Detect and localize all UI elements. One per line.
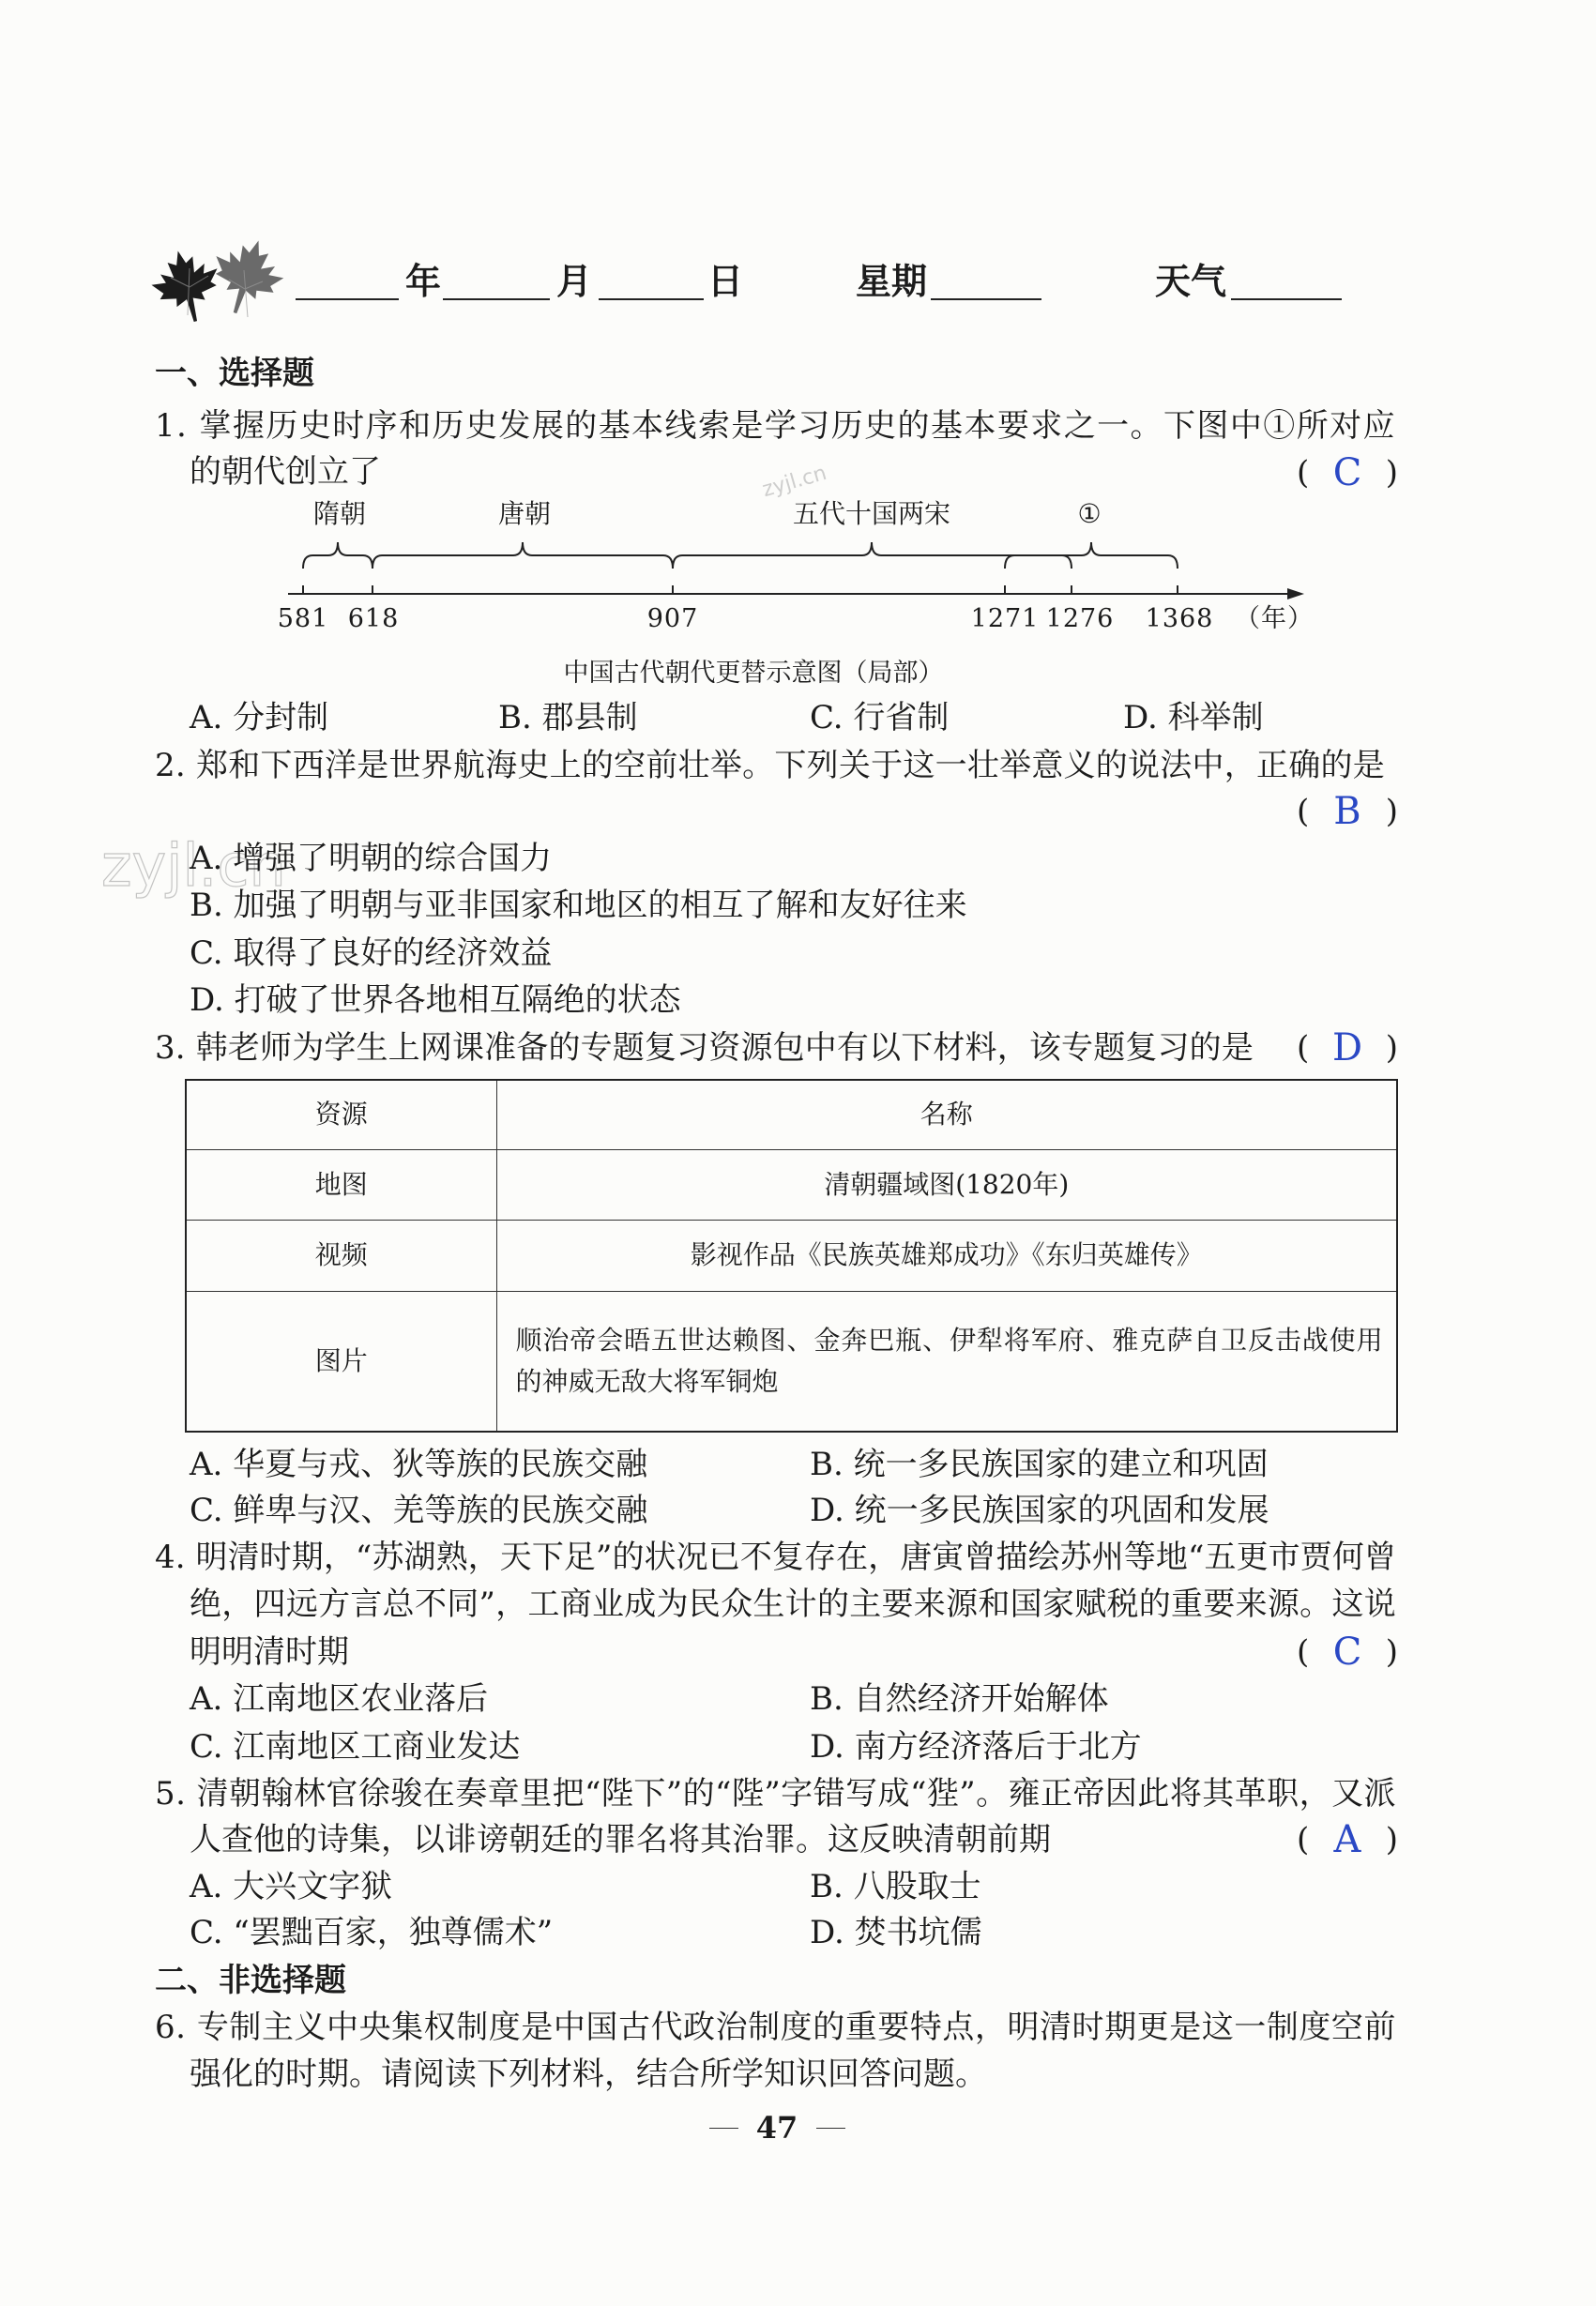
q4-option-b: B. 自然经济开始解体: [810, 1680, 1109, 1718]
answer-close-bracket: ): [1385, 1821, 1398, 1858]
watermark-large: zyjl.cn: [101, 831, 286, 900]
q6-line-1: 6. 专制主义中央集权制度是中国古代政治制度的重要特点，明清时期更是这一制度空前: [155, 2009, 1396, 2046]
q3-option-c: C. 鲜卑与汉、羌等族的民族交融: [190, 1492, 648, 1529]
table-header-resource: 资源: [186, 1080, 496, 1149]
day-label: 日: [707, 261, 744, 302]
table-header-name: 名称: [496, 1080, 1397, 1149]
table-header-row: [186, 1080, 1397, 1149]
day-blank: [599, 298, 704, 300]
month-blank: [443, 298, 550, 300]
table-row: [186, 1149, 1397, 1220]
table-cell-line-2: 的神威无敌大将军铜炮: [515, 1365, 779, 1397]
q5-option-d: D. 焚书坑儒: [810, 1914, 982, 1951]
q3-option-d: D. 统一多民族国家的巩固和发展: [810, 1492, 1269, 1529]
q4-line-3: 明明清时期: [190, 1633, 349, 1671]
table-cell-resource: 地图: [186, 1149, 496, 1220]
answer-open-bracket: (: [1297, 1029, 1310, 1067]
table-cell-line-1: 顺治帝会晤五世达赖图、金奔巴瓶、伊犁将军府、雅克萨自卫反击战使用: [515, 1324, 1384, 1356]
q2-line-1: 2. 郑和下西洋是世界航海史上的空前壮举。下列关于这一壮举意义的说法中，正确的是: [155, 747, 1385, 784]
year-label: 年: [405, 261, 442, 302]
table-cell-name: 清朝疆域图(1820年): [496, 1149, 1397, 1220]
q2-option-c: C. 取得了良好的经济效益: [190, 934, 553, 972]
resource-table: [185, 1079, 1398, 1433]
q4-line-2: 绝，四远方言总不同”，工商业成为民众生计的主要来源和国家赋税的重要来源。这说: [190, 1585, 1396, 1623]
answer-open-bracket: (: [1297, 793, 1310, 830]
timeline-period-sui: 隋朝: [312, 498, 366, 529]
timeline-period-five-dynasties-song: 五代十国两宋: [792, 498, 950, 529]
weekday-blank: [931, 298, 1041, 300]
year-blank: [296, 298, 399, 300]
q2-answer: [1297, 790, 1398, 833]
q5-line-1: 5. 清朝翰林官徐骏在奏章里把“陛下”的“陛”字错写成“狴”。雍正帝因此将其革职，又派: [155, 1775, 1396, 1813]
table-cell-resource: 图片: [186, 1291, 496, 1432]
q3-option-a: A. 华夏与戎、狄等族的民族交融: [190, 1446, 648, 1483]
year-1271: 1271: [970, 604, 1040, 633]
year-1276: 1276: [1045, 604, 1115, 633]
year-1368: 1368: [1145, 604, 1214, 633]
q4-answer: [1297, 1631, 1398, 1674]
year-581: 581: [277, 604, 329, 633]
axis-arrow: [1287, 588, 1304, 599]
q1-option-b: B. 郡县制: [498, 699, 638, 736]
q3-answer: [1297, 1026, 1398, 1070]
q1-answer: [1297, 451, 1398, 494]
q4-option-d: D. 南方经济落后于北方: [810, 1728, 1142, 1766]
q5-answer: [1297, 1818, 1398, 1861]
q2-option-d: D. 打破了世界各地相互隔绝的状态: [190, 981, 681, 1019]
table-cell-name: 影视作品《民族英雄郑成功》《东归英雄传》: [496, 1220, 1397, 1291]
weather-blank: [1231, 298, 1342, 300]
brace-circle-1: [1005, 542, 1178, 569]
year-907: 907: [646, 604, 699, 633]
answer-close-bracket: ): [1385, 454, 1398, 492]
page-number-dash-left: [709, 2128, 738, 2129]
q2-answer-letter: B: [1333, 790, 1361, 833]
brace-tang: [372, 542, 673, 569]
watermark-small: zyjl.cn: [759, 461, 829, 503]
q1-option-d: D. 科举制: [1123, 699, 1264, 736]
weather-label: 天气: [1155, 261, 1227, 302]
page-number-dash-right: [816, 2128, 845, 2129]
q4-answer-letter: C: [1332, 1631, 1362, 1674]
q5-option-a: A. 大兴文字狱: [190, 1868, 393, 1905]
timeline-caption: 中国古代朝代更替示意图（局部）: [563, 659, 944, 688]
year-unit: （年）: [1235, 604, 1314, 633]
brace-sui: [303, 542, 372, 569]
q6-line-2: 强化的时期。请阅读下列材料，结合所学知识回答问题。: [190, 2056, 987, 2093]
section-title-choice: 一、选择题: [155, 355, 314, 392]
year-618: 618: [347, 604, 400, 633]
timeline-period-circle-1: ①: [1077, 498, 1102, 529]
month-label: 月: [556, 261, 593, 302]
answer-open-bracket: (: [1297, 1633, 1310, 1671]
table-row: [186, 1220, 1397, 1291]
q2-option-b: B. 加强了明朝与亚非国家和地区的相互了解和友好往来: [190, 887, 967, 924]
section-title-non-choice: 二、非选择题: [155, 1962, 346, 1999]
answer-close-bracket: ): [1385, 1633, 1398, 1671]
q3-line-1: 3. 韩老师为学生上网课准备的专题复习资源包中有以下材料，该专题复习的是: [155, 1029, 1254, 1067]
maple-leaf-icon: [150, 231, 291, 336]
q2-option-a: A. 增强了明朝的综合国力: [190, 840, 553, 877]
q5-option-b: B. 八股取士: [810, 1868, 981, 1905]
timeline-diagram: [0, 525, 1596, 610]
q1-answer-letter: C: [1332, 451, 1362, 494]
page-number: 47: [755, 2110, 798, 2146]
q1-option-c: C. 行省制: [810, 699, 950, 736]
weekday-label: 星期: [856, 261, 928, 302]
q4-option-c: C. 江南地区工商业发达: [190, 1728, 521, 1766]
timeline-period-tang: 唐朝: [497, 498, 551, 529]
answer-close-bracket: ): [1385, 793, 1398, 830]
table-cell-resource: 视频: [186, 1220, 496, 1291]
q4-option-a: A. 江南地区农业落后: [190, 1680, 489, 1718]
q5-line-2: 人查他的诗集，以诽谤朝廷的罪名将其治罪。这反映清朝前期: [190, 1821, 1051, 1858]
q1-option-a: A. 分封制: [190, 699, 329, 736]
q4-line-1: 4. 明清时期，“苏湖熟，天下足”的状况已不复存在，唐寅曾描绘苏州等地“五更市贾何曾: [155, 1539, 1396, 1576]
q1-line-2: 的朝代创立了: [190, 453, 381, 491]
q3-option-b: B. 统一多民族国家的建立和巩固: [810, 1446, 1269, 1483]
q5-option-c: C. “罢黜百家，独尊儒术”: [190, 1914, 554, 1951]
q5-answer-letter: A: [1333, 1818, 1361, 1861]
answer-open-bracket: (: [1297, 1821, 1310, 1858]
answer-open-bracket: (: [1297, 454, 1310, 492]
q3-answer-letter: D: [1331, 1026, 1363, 1070]
q1-line-1: 1. 掌握历史时序和历史发展的基本线索是学习历史的基本要求之一。下图中①所对应: [155, 407, 1396, 445]
table-row: [186, 1291, 1397, 1432]
answer-close-bracket: ): [1385, 1029, 1398, 1067]
table-cell-name: [496, 1291, 1397, 1432]
